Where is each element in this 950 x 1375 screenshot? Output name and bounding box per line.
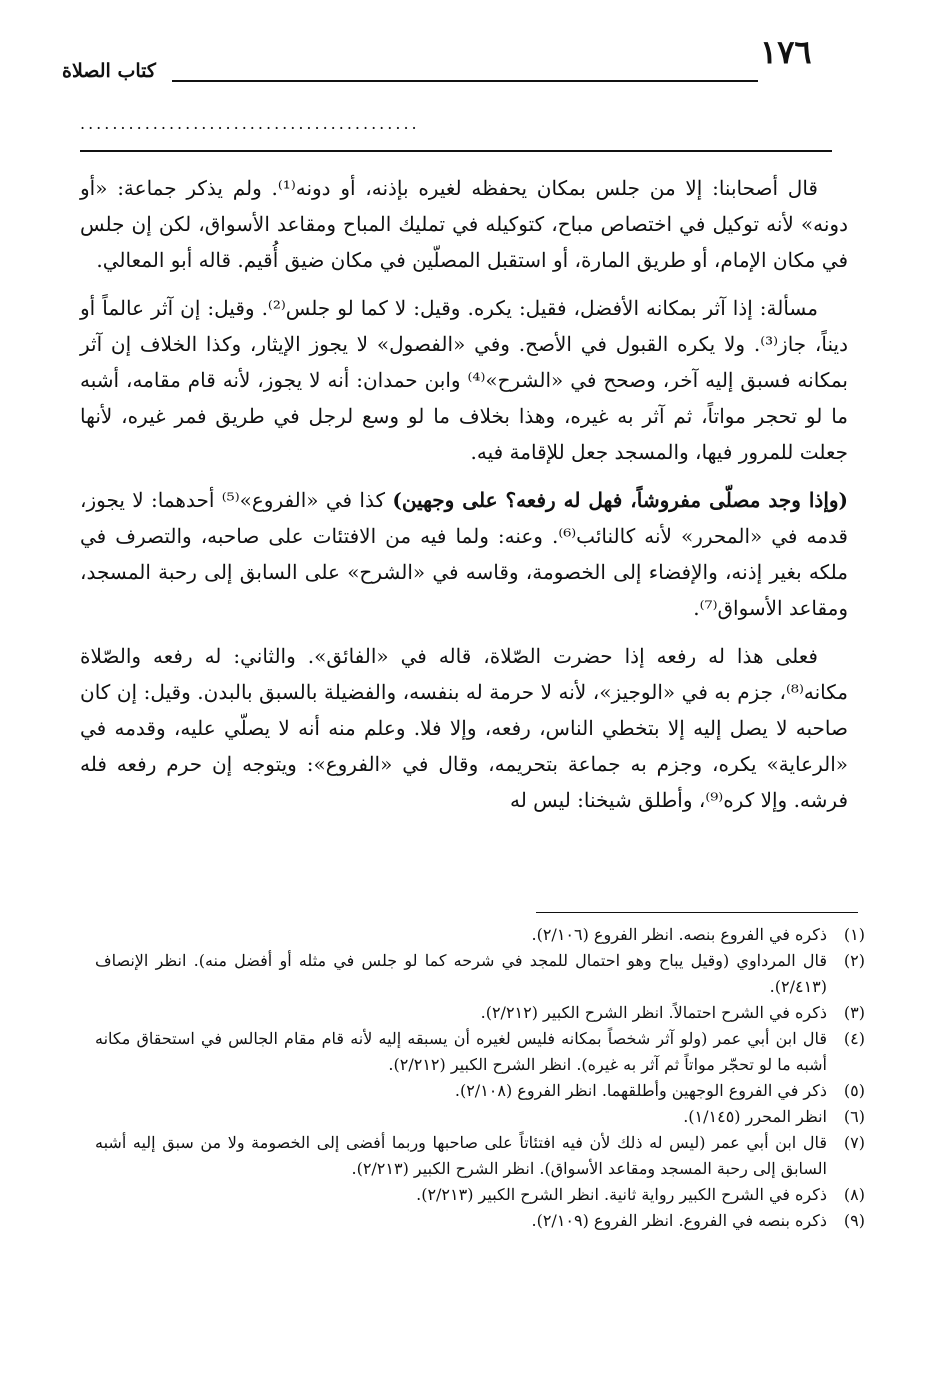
footnote-number: (٧): [843, 1133, 865, 1152]
footnote: [95, 1208, 865, 1234]
footnote: [95, 1026, 865, 1078]
footnote-text: ذكره في الشرح الكبير رواية ثانية. انظر الشرح الكبير (٢/٢١٣).: [416, 1185, 827, 1204]
paragraph: مسألة: إذا آثر بمكانه الأفضل، فقيل: يكره. وقيل: لا كما لو جلس⁽²⁾. وقيل: إن آثر عالماً أو ديناً، جاز⁽³⁾. ولا يكره القبول في الأصح. وفي «الفصول» لا يجوز الإيثار، وكذا الخلاف إن آثر بمكانه فسبق إليه آخر، وصحح في «الشرح»⁽⁴⁾ وابن حمدان: أنه لا يجوز، لأنه قام مقامه، أشبه ما لو تحجر مواتاً، ثم آثر به غيره، وهذا بخلاف ما لو وسع لرجل في طريق فمر غيره، لأنها جعلت للمرور فيها، والمسجد جعل للإقامة فيه.: [80, 296, 848, 464]
footnote-text: ذكره في الفروع بنصه. انظر الفروع (٢/١٠٦).: [531, 925, 827, 944]
footnote-text: ذكره في الشرح احتمالاً. انظر الشرح الكبير (٢/٢١٢).: [480, 1003, 827, 1022]
dotted-separator: ..........................................: [80, 114, 420, 133]
paragraph-with-heading: [80, 482, 848, 626]
footnote-text: انظر المحرر (١/١٤٥).: [683, 1107, 827, 1126]
footnote-number: (٥): [843, 1081, 865, 1100]
footnote-text: قال ابن أبي عمر (ولو آثر شخصاً بمكانه فليس لغيره أن يسبقه إليه لأنه قام مقام الجالس في استحقاق مكانه أشبه ما لو تحجّر مواتاً ثم آثر به غيره). انظر الشرح الكبير (٢/٢١٢).: [95, 1029, 827, 1074]
footnote: [95, 922, 865, 948]
footnote-text: قال المرداوي (وقيل يباح وهو احتمال للمجد في شرحه كما لو جلس في مثله أو أفضل منه). انظر الإنصاف (٢/٤١٣).: [95, 951, 828, 996]
footnote: [95, 1078, 865, 1104]
footnote-text: قال ابن أبي عمر (ليس له ذلك لأن فيه افتئاتاً على صاحبها وربما أفضى إلى الخصومة ولا من سبق إليه أشبه السابق إلى رحبة المسجد ومقاعد الأسواق). انظر الشرح الكبير (٢/٢١٣).: [95, 1133, 828, 1178]
footnote-text: ذكره بنصه في الفروع. انظر الفروع (٢/١٠٩).: [531, 1211, 827, 1230]
paragraph: فعلى هذا له رفعه إذا حضرت الصّلاة، قاله في «الفائق». والثاني: له رفعه والصّلاة مكانه⁽⁸⁾، جزم به في «الوجيز»، لأنه لا حرمة له بنفسه، والفضيلة بالسبق بالبدن. وقيل: إن كان صاحبه لا يصل إليه إلا بتخطي الناس، رفعه، وإلا فلا. وعلم منه أنه لا يصلّي عليه، وقدمه في «الرعاية» يكره، وجزم به جماعة بتحريمه، وقال في «الفروع»: ويتوجه إن حرم رفعه فله فرشه. وإلا كره⁽⁹⁾، وأطلق شيخنا: ليس له: [80, 644, 848, 812]
footnote-number: (٢): [843, 951, 865, 970]
footnote: [95, 1130, 865, 1182]
page-number: ١٧٦: [760, 33, 812, 71]
heading-continuation: كذا في «الفروع»⁽⁵⁾ أحدهما: لا يجوز، قدمه في «المحرر» لأنه كالنائب⁽⁶⁾. وعنه: ولما فيه من الافتئات على صاحبه، والتصرف في ملكه بغير إذنه، والإفضاء إلى الخصومة، وقاسه في «الشرح» على السابق إلى رحبة المسجد، ومقاعد الأسواق⁽⁷⁾.: [80, 488, 849, 620]
footnote-number: (٤): [843, 1029, 865, 1048]
footnote-number: (٦): [843, 1107, 865, 1126]
text-rule: [80, 150, 832, 152]
footnote-number: (٣): [843, 1003, 865, 1022]
footnote-number: (٨): [843, 1185, 865, 1204]
header-rule: [172, 80, 758, 82]
footnote-number: (١): [843, 925, 865, 944]
main-text: [80, 170, 848, 830]
footnote: [95, 1104, 865, 1130]
footnotes: [95, 922, 865, 1234]
footnote: [95, 1182, 865, 1208]
footnote-number: (٩): [843, 1211, 865, 1230]
paragraph: قال أصحابنا: إلا من جلس بمكان يحفظه لغيره بإذنه، أو دونه⁽¹⁾. ولم يذكر جماعة: «أو دونه» لأنه توكيل في اختصاص مباح، كتوكيله في تمليك المباح ومقاعد الأسواق، لكن إن جلس في مكان الإمام، أو طريق المارة، أو استقبل المصلّين في مكان ضيق أُقيم. قاله أبو المعالي.: [80, 176, 848, 272]
bold-heading: (وإذا وجد مصلّى مفروشاً، فهل له رفعه؟ على وجهين): [392, 488, 848, 512]
footnote: [95, 948, 865, 1000]
footnote-rule: [536, 912, 858, 913]
running-title: كتاب الصلاة: [62, 60, 156, 82]
footnote-text: ذكر في الفروع الوجهين وأطلقهما. انظر الفروع (٢/١٠٨).: [454, 1081, 827, 1100]
footnote: [95, 1000, 865, 1026]
